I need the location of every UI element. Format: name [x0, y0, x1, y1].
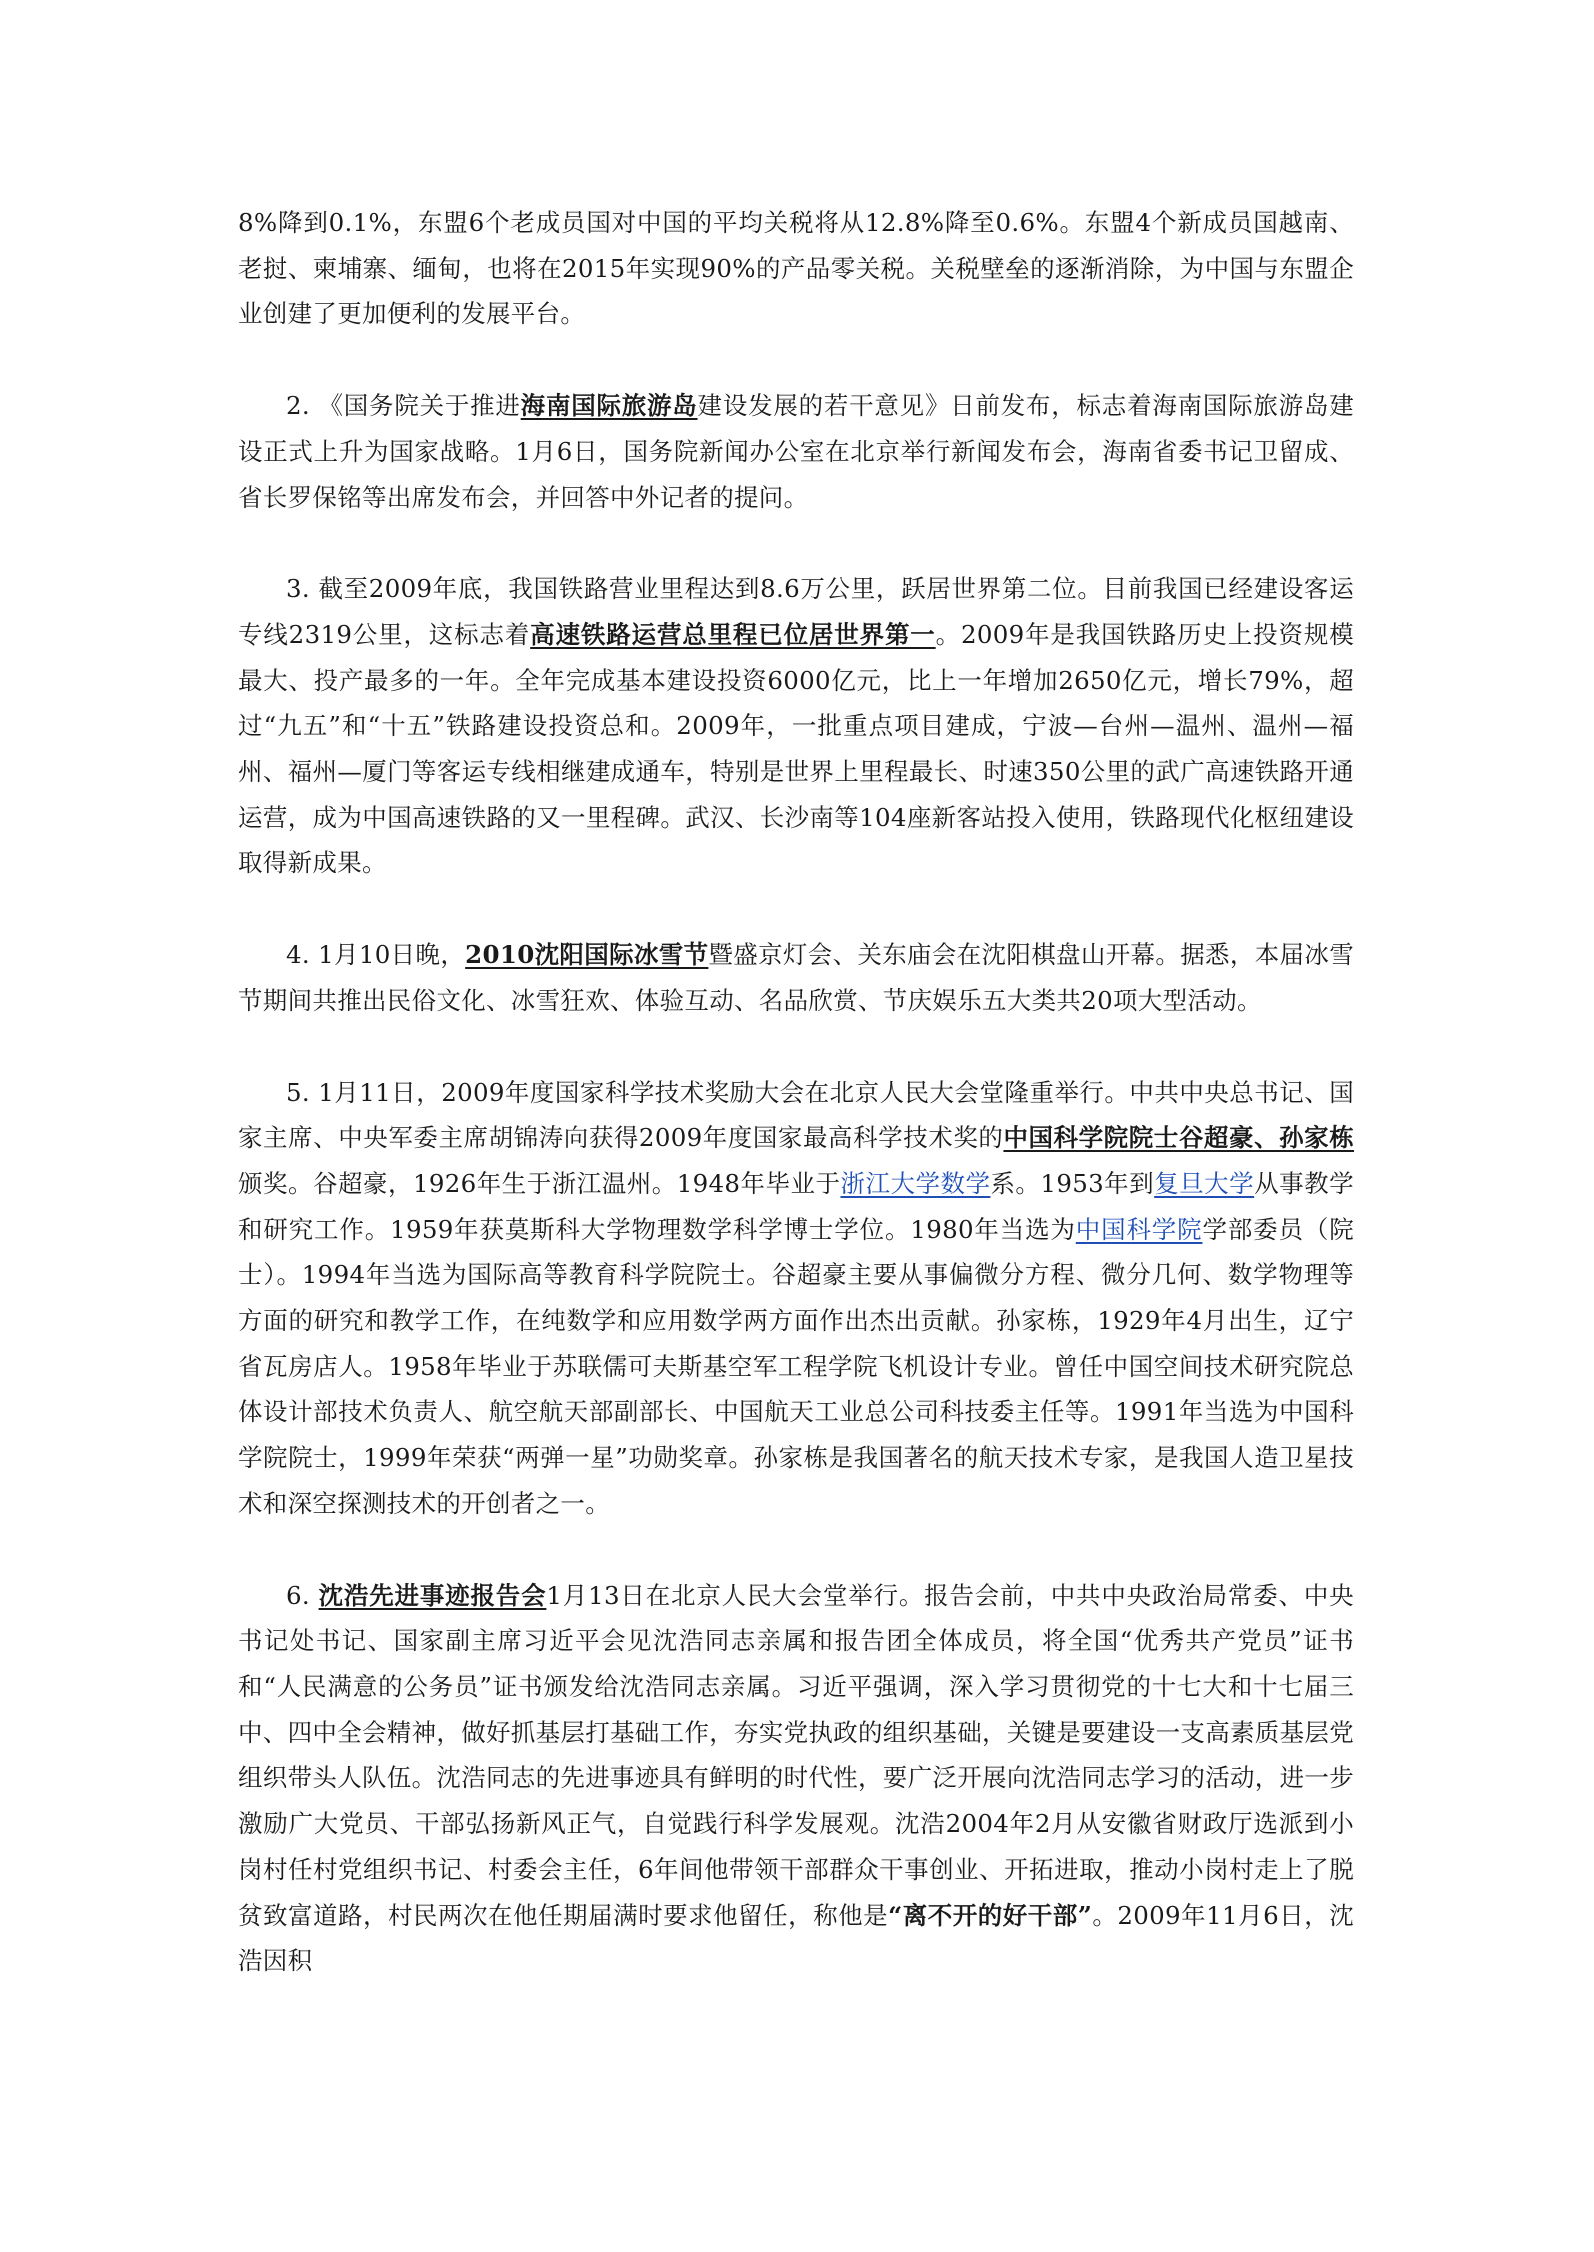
paragraph-text: 。2009年是我国铁路历史上投资规模最大、投产最多的一年。全年完成基本建设投资6000亿元，比上一年增加2650亿元，增长79%，超过“九五”和“十五”铁路建设投资总和。2009年，一批重点项目建成，宁波—台州—温州、温州—福州、福州—厦门等客运专线相继建成通车，特别是世界上里程最长、时速350公里的武广高速铁路开通运营，成为中国高速铁路的又一里程碑。武汉、长沙南等104座新客站投入使用，铁路现代化枢纽建设取得新成果。 [238, 619, 1354, 878]
paragraph-text: 系。1953年到 [990, 1168, 1155, 1198]
news-item-4 [238, 932, 1354, 1023]
paragraph-text: 暨盛京灯会、关东庙会在沈阳棋盘山开幕。据悉，本届冰雪节期间共推出民俗文化、冰雪狂欢、体验互动、名品欣赏、节庆娱乐五大类共20项大型活动。 [238, 940, 1354, 1015]
highlight-keyword: 2010沈阳国际冰雪节 [465, 940, 709, 970]
paragraph-text: 颁奖。谷超豪，1926年生于浙江温州。1948年毕业于 [238, 1168, 841, 1198]
highlight-keyword: 高速铁路运营总里程已位居世界第一 [530, 619, 936, 649]
paragraph-text: 6. [286, 1580, 319, 1610]
highlight-keyword: 中国科学院院士谷超豪、孙家栋 [1003, 1123, 1354, 1153]
link-zhejiang-university-math[interactable]: 浙江大学数学 [840, 1168, 991, 1198]
document-body [238, 200, 1354, 2030]
paragraph-text: 3. 截至2009年底，我国铁路营业里程达到8.6万公里，跃居世界第二位。目前我国已经建设客运专线2319公里，这标志着 [238, 574, 1354, 649]
paragraph-text: 。2009年11月6日，沈浩因积 [238, 1900, 1355, 1976]
news-item-3 [238, 566, 1354, 886]
highlight-keyword: 沈浩先进事迹报告会 [318, 1580, 547, 1610]
link-chinese-academy-of-sciences[interactable]: 中国科学院 [1075, 1214, 1203, 1244]
news-item-2 [238, 383, 1354, 520]
paragraph-text: 从事教学和研究工作。1959年获莫斯科大学物理数学科学博士学位。1980年当选为 [238, 1168, 1354, 1244]
paragraph-text: 建设发展的若干意见》日前发布，标志着海南国际旅游岛建设正式上升为国家战略。1月6日，国务院新闻办公室在北京举行新闻发布会，海南省委书记卫留成、省长罗保铭等出席发布会，并回答中外记者的提问。 [238, 391, 1355, 512]
paragraph-text: 2. 《国务院关于推进 [286, 391, 521, 421]
news-item-5 [238, 1070, 1354, 1527]
paragraph-text: 1月13日在北京人民大会堂举行。报告会前，中共中央政治局常委、中央书记处书记、国家副主席习近平会见沈浩同志亲属和报告团全体成员，将全国“优秀共产党员”证书和“人民满意的公务员”证书颁发给沈浩同志亲属。习近平强调，深入学习贯彻党的十七大和十七届三中、四中全会精神，做好抓基层打基础工作，夯实党执政的组织基础，关键是要建设一支高素质基层党组织带头人队伍。沈浩同志的先进事迹具有鲜明的时代性，要广泛开展向沈浩同志学习的活动，进一步激励广大党员、干部弘扬新风正气，自觉践行科学发展观。沈浩2004年2月从安徽省财政厅选派到小岗村任村党组织书记、村委会主任，6年间他带领干部群众干事创业、开拓进取，推动小岗村走上了脱贫致富道路，村民两次在他任期届满时要求他留任，称他是 [238, 1580, 1354, 1930]
paragraph-text: 8%降到0.1%，东盟6个老成员国对中国的平均关税将从12.8%降至0.6%。东盟4个新成员国越南、老挝、柬埔寨、缅甸，也将在2015年实现90%的产品零关税。关税壁垒的逐渐消除，为中国与东盟企业创建了更加便利的发展平台。 [238, 208, 1354, 329]
news-item-6 [238, 1573, 1354, 1984]
highlight-keyword: 海南国际旅游岛 [520, 391, 698, 421]
bold-quote: “离不开的好干部” [888, 1900, 1093, 1930]
link-fudan-university[interactable]: 复旦大学 [1154, 1168, 1255, 1198]
paragraph-text: 4. 1月10日晚， [286, 940, 466, 970]
paragraph-text: 学部委员（院士）。1994年当选为国际高等教育科学院院士。谷超豪主要从事偏微分方程、微分几何、数学物理等方面的研究和教学工作，在纯数学和应用数学两方面作出杰出贡献。孙家栋，1929年4月出生，辽宁省瓦房店人。1958年毕业于苏联儒可夫斯基空军工程学院飞机设计专业。曾任中国空间技术研究院总体设计部技术负责人、航空航天部副部长、中国航天工业总公司科技委主任等。1991年当选为中国科学院院士，1999年荣获“两弹一星”功勋奖章。孙家栋是我国著名的航天技术专家，是我国人造卫星技术和深空探测技术的开创者之一。 [238, 1214, 1354, 1518]
paragraph-text: 5. 1月11日，2009年度国家科学技术奖励大会在北京人民大会堂隆重举行。中共中央总书记、国家主席、中央军委主席胡锦涛向获得2009年度国家最高科学技术奖的 [238, 1077, 1354, 1153]
paragraph-continuation [238, 200, 1354, 337]
